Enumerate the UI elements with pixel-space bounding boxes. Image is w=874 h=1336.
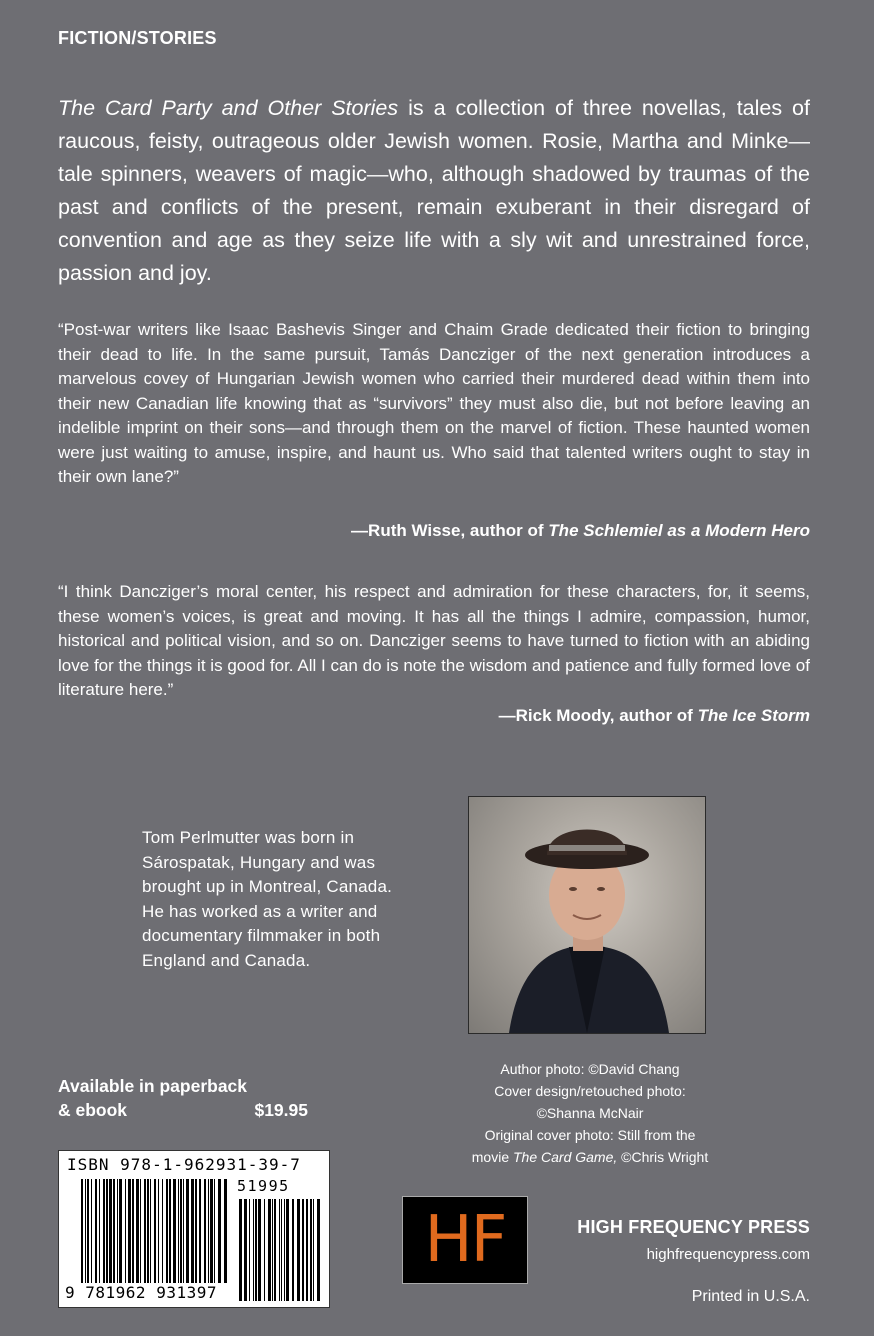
barcode-bar <box>125 1179 126 1283</box>
barcode-bar <box>106 1179 108 1283</box>
barcode-bar <box>180 1179 182 1283</box>
barcode-bar <box>158 1179 159 1283</box>
barcode-bar <box>162 1179 163 1283</box>
review-quote-1: “Post-war writers like Isaac Bashevis Singer and Chaim Grade dedicated their fiction to bringing their dead to life. In the same pursuit, Tamás Dancziger of the next generation introduces a marvelous covey of Hungarian Jewish women who carried their murdered dead within them into their new Canadian life knowing that as “survivors” they must also die, but not before leaving an indelible imprint on their sons—and through them on the marvel of fiction. These haunted women were just waiting to amuse, inspire, and haunt us. Who said that talented writers ought to stay in their own lane?” <box>58 320 810 486</box>
barcode-bar <box>147 1179 149 1283</box>
barcode-bar <box>253 1199 254 1301</box>
barcode-bar <box>109 1179 112 1283</box>
barcode-bar <box>214 1179 215 1283</box>
barcode-bar <box>113 1179 115 1283</box>
barcode-bar <box>173 1179 176 1283</box>
barcode-bar <box>87 1179 89 1283</box>
barcode-bar <box>183 1179 184 1283</box>
credit-line: Cover design/retouched photo: <box>494 1083 686 1099</box>
barcode-bar <box>103 1179 105 1283</box>
barcode-bar <box>136 1179 139 1283</box>
credit-line: movie The Card Game, ©Chris Wright <box>471 1149 709 1165</box>
barcode-bar <box>281 1199 282 1301</box>
barcode-bar <box>302 1199 304 1301</box>
barcode-bar <box>274 1199 276 1301</box>
barcode-bar <box>117 1179 118 1283</box>
book-blurb <box>58 92 810 290</box>
barcode-bar <box>284 1199 285 1301</box>
barcode-bar <box>224 1179 227 1283</box>
barcode-bar <box>144 1179 146 1283</box>
isbn-text: ISBN 978-1-962931-39-7 <box>67 1155 301 1174</box>
author-portrait-icon <box>469 797 705 1033</box>
barcode-bar <box>95 1179 97 1283</box>
barcode-bar <box>199 1179 201 1283</box>
barcode-bar <box>255 1199 257 1301</box>
credit-line: Author photo: ©David Chang <box>500 1061 680 1077</box>
author-photo <box>468 796 706 1034</box>
review-attribution-1: —Ruth Wisse, author of The Schlemiel as a Modern Hero <box>351 521 810 540</box>
barcode-bar <box>81 1179 83 1283</box>
barcode-bar <box>210 1179 213 1283</box>
barcode-bar <box>306 1199 308 1301</box>
review-attribution-2: —Rick Moody, author of The Ice Storm <box>498 706 810 725</box>
availability-line-1: Available in paperback <box>58 1076 248 1096</box>
barcode-bar <box>128 1179 131 1283</box>
barcode-bar <box>195 1179 197 1283</box>
barcode-bar <box>85 1179 86 1283</box>
barcode-bar <box>279 1199 280 1301</box>
barcode-bar <box>191 1179 194 1283</box>
barcode-bar <box>268 1199 271 1301</box>
barcode-bar <box>310 1199 312 1301</box>
barcode-bar <box>208 1179 209 1283</box>
barcode-bar <box>99 1179 100 1283</box>
ean-digits: 9 781962 931397 <box>65 1283 217 1302</box>
credit-line: Original cover photo: Still from the <box>484 1127 696 1143</box>
barcode-bar <box>218 1179 221 1283</box>
barcode-bar <box>249 1199 250 1301</box>
barcode-bar <box>272 1199 273 1301</box>
photo-credits <box>440 1058 740 1168</box>
barcode-bar <box>132 1179 134 1283</box>
barcode-bar <box>292 1199 294 1301</box>
availability-line-2: & ebook <box>58 1100 128 1120</box>
barcode-bar <box>317 1199 320 1301</box>
barcode-bar <box>264 1199 265 1301</box>
barcode-bar <box>150 1179 151 1283</box>
publisher-name: HIGH FREQUENCY PRESS <box>577 1217 810 1237</box>
barcode-bar <box>178 1179 179 1283</box>
barcode-bar <box>239 1199 242 1301</box>
barcode-bar <box>186 1179 189 1283</box>
barcode-bar <box>166 1179 168 1283</box>
barcode-bar <box>91 1179 92 1283</box>
publisher-logo: HF <box>402 1196 528 1284</box>
genre-label: FICTION/STORIES <box>58 28 217 48</box>
price-code: 51995 <box>237 1177 290 1195</box>
barcode-bar <box>119 1179 122 1283</box>
barcode-bar <box>244 1199 247 1301</box>
barcode-bar <box>169 1179 171 1283</box>
barcode-bar <box>297 1199 300 1301</box>
blurb-text: is a collection of three novellas, tales of raucous, feisty, outrageous older Jewish women. Rosie, Martha and Minke—tale spinners, weavers of magic—who, although shadowed by traumas of the past and conflicts of the present, remain exuberant in their disregard of convention and age as they seize life with a sly wit and unrestrained force, passion and joy. <box>58 96 810 285</box>
barcode-bar <box>204 1179 206 1283</box>
review-quote-2: “I think Dancziger’s moral center, his respect and admiration for these characters, for, it seems, these women’s voices, is great and moving. It has all the things I admire, compassion, humor, historical and political vision, and so on. Dancziger seems to have turned to fiction with an abiding love for the things it is good for. All I can do is note the wisdom and patience and fully formed love of literature here.” <box>58 582 810 699</box>
barcode-bar <box>154 1179 156 1283</box>
credit-line: ©Shanna McNair <box>536 1105 644 1121</box>
availability <box>58 1074 308 1122</box>
barcode-bar <box>286 1199 289 1301</box>
barcode-bar <box>140 1179 141 1283</box>
barcode-bar <box>313 1199 314 1301</box>
isbn-barcode <box>58 1150 330 1308</box>
printed-in: Printed in U.S.A. <box>691 1288 810 1305</box>
price: $19.95 <box>254 1100 308 1120</box>
author-bio: Tom Perlmutter was born in Sárospatak, Hungary and was brought up in Montreal, Canada. He has worked as a writer and documentary filmmaker in both England and Canada. <box>142 828 393 970</box>
barcode-bar <box>258 1199 261 1301</box>
book-title: The Card Party and Other Stories <box>58 96 399 120</box>
publisher-website[interactable]: highfrequencypress.com <box>646 1246 810 1263</box>
